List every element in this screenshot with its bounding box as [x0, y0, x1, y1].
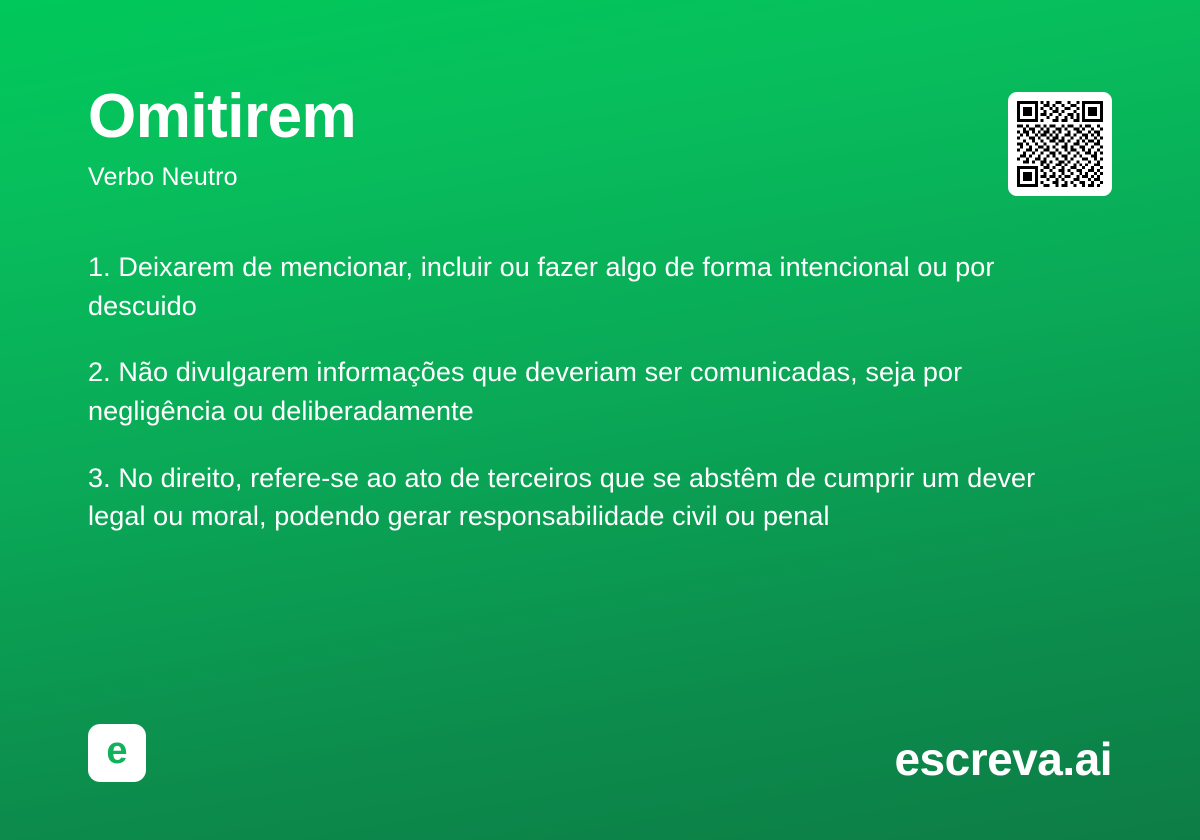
logo-letter: e [106, 730, 128, 772]
list-item: 3. No direito, refere-se ao ato de terceiros que se abstêm de cumprir um dever legal ou moral, podendo gerar responsabilidade civil ou penal [88, 462, 1036, 532]
brand-wordmark: escreva.ai [894, 733, 1112, 785]
qr-code-icon[interactable] [1008, 92, 1112, 196]
list-item: 1. Deixarem de mencionar, incluir ou fazer algo de forma intencional ou por descuido [88, 252, 995, 321]
escreva-logo-icon [88, 724, 146, 782]
definition-list [88, 248, 1112, 536]
part-of-speech-label: Verbo Neutro [88, 163, 238, 192]
list-item: 2. Não divulgarem informações que deveriam ser comunicadas, seja por negligência ou deliberadamente [88, 357, 963, 426]
page-title: Omitirem [88, 82, 357, 151]
card-content [88, 84, 1112, 536]
